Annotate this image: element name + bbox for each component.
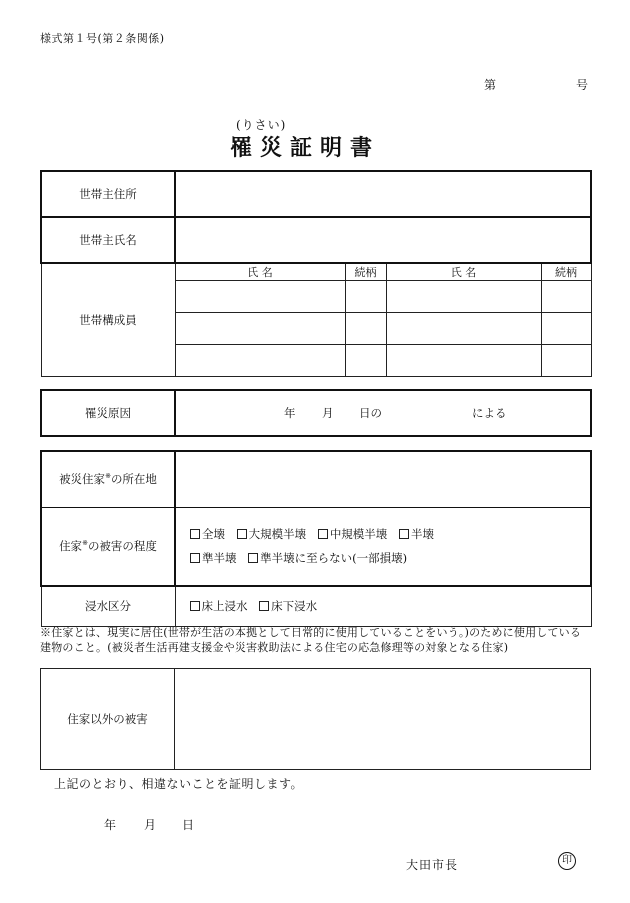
page-title: 罹災証明書 [230,135,381,161]
seal-icon: 印 [558,852,576,870]
head-name-field[interactable] [175,217,591,263]
head-address-field[interactable] [175,171,591,217]
members-label: 世帯構成員 [41,263,175,377]
flood-label: 浸水区分 [41,586,175,626]
location-label: 被災住家※の所在地 [41,451,175,507]
issue-year: 年 [104,818,117,832]
cause-suffix: による [472,406,507,420]
other-damage-field[interactable] [175,669,591,770]
cause-label: 罹災原因 [41,390,175,436]
residence-note: ※住家とは、現実に居住(世帯が生活の本拠として日常的に使用していることをいう。)のために使用している建物のこと。(被災者生活再建支援金や災害救助法による住宅の応急修理等の対象となる住家) [40,626,582,654]
damage-degree-label: 住家※の被害の程度 [41,507,175,586]
member-name-cell[interactable] [386,345,541,377]
damage-option-checkbox[interactable]: 中規模半壊 [318,527,388,541]
cause-month: 月 [322,406,334,420]
flood-option-checkbox[interactable]: 床上浸水 [190,599,248,613]
member-relation-header: 続柄 [345,263,386,281]
member-name-header: 氏 名 [175,263,345,281]
certification-text: 上記のとおり、相違ないことを証明します。 [54,777,304,791]
issue-day: 日 [182,818,195,832]
damage-table [40,450,592,627]
member-name-header-2: 氏 名 [386,263,541,281]
member-name-cell[interactable] [175,281,345,313]
member-relation-cell[interactable] [541,281,591,313]
member-relation-cell[interactable] [541,345,591,377]
damage-option-checkbox[interactable]: 全壊 [190,527,225,541]
mayor-name: 大田市長 [406,858,459,872]
cause-field[interactable] [175,390,591,436]
member-relation-cell[interactable] [345,281,386,313]
damage-degree-field [175,507,591,586]
member-name-cell[interactable] [175,313,345,345]
flood-field [175,586,591,626]
damage-option-checkbox[interactable]: 半壊 [399,527,434,541]
damage-option-checkbox[interactable]: 準半壊 [190,551,237,565]
damage-option-checkbox[interactable]: 大規模半壊 [237,527,307,541]
member-relation-cell[interactable] [345,345,386,377]
other-damage-label: 住家以外の被害 [41,669,175,770]
cause-day: 日の [359,406,382,420]
member-name-cell[interactable] [175,345,345,377]
form-number: 様式第１号(第２条関係) [40,32,165,45]
doc-number-suffix: 号 [576,78,589,92]
location-field[interactable] [175,451,591,507]
doc-number-prefix: 第 [484,78,497,92]
flood-option-checkbox[interactable]: 床下浸水 [259,599,317,613]
cause-table [40,389,592,437]
member-name-cell[interactable] [386,281,541,313]
title-ruby: (りさい) [236,118,287,132]
head-name-label: 世帯主氏名 [41,217,175,263]
member-relation-header-2: 続柄 [541,263,591,281]
damage-option-checkbox[interactable]: 準半壊に至らない(一部損壊) [248,551,407,565]
household-table [40,170,592,377]
member-relation-cell[interactable] [541,313,591,345]
issue-month: 月 [144,818,157,832]
cause-year: 年 [284,406,296,420]
other-damage-table [40,668,591,770]
member-relation-cell[interactable] [345,313,386,345]
head-address-label: 世帯主住所 [41,171,175,217]
member-name-cell[interactable] [386,313,541,345]
